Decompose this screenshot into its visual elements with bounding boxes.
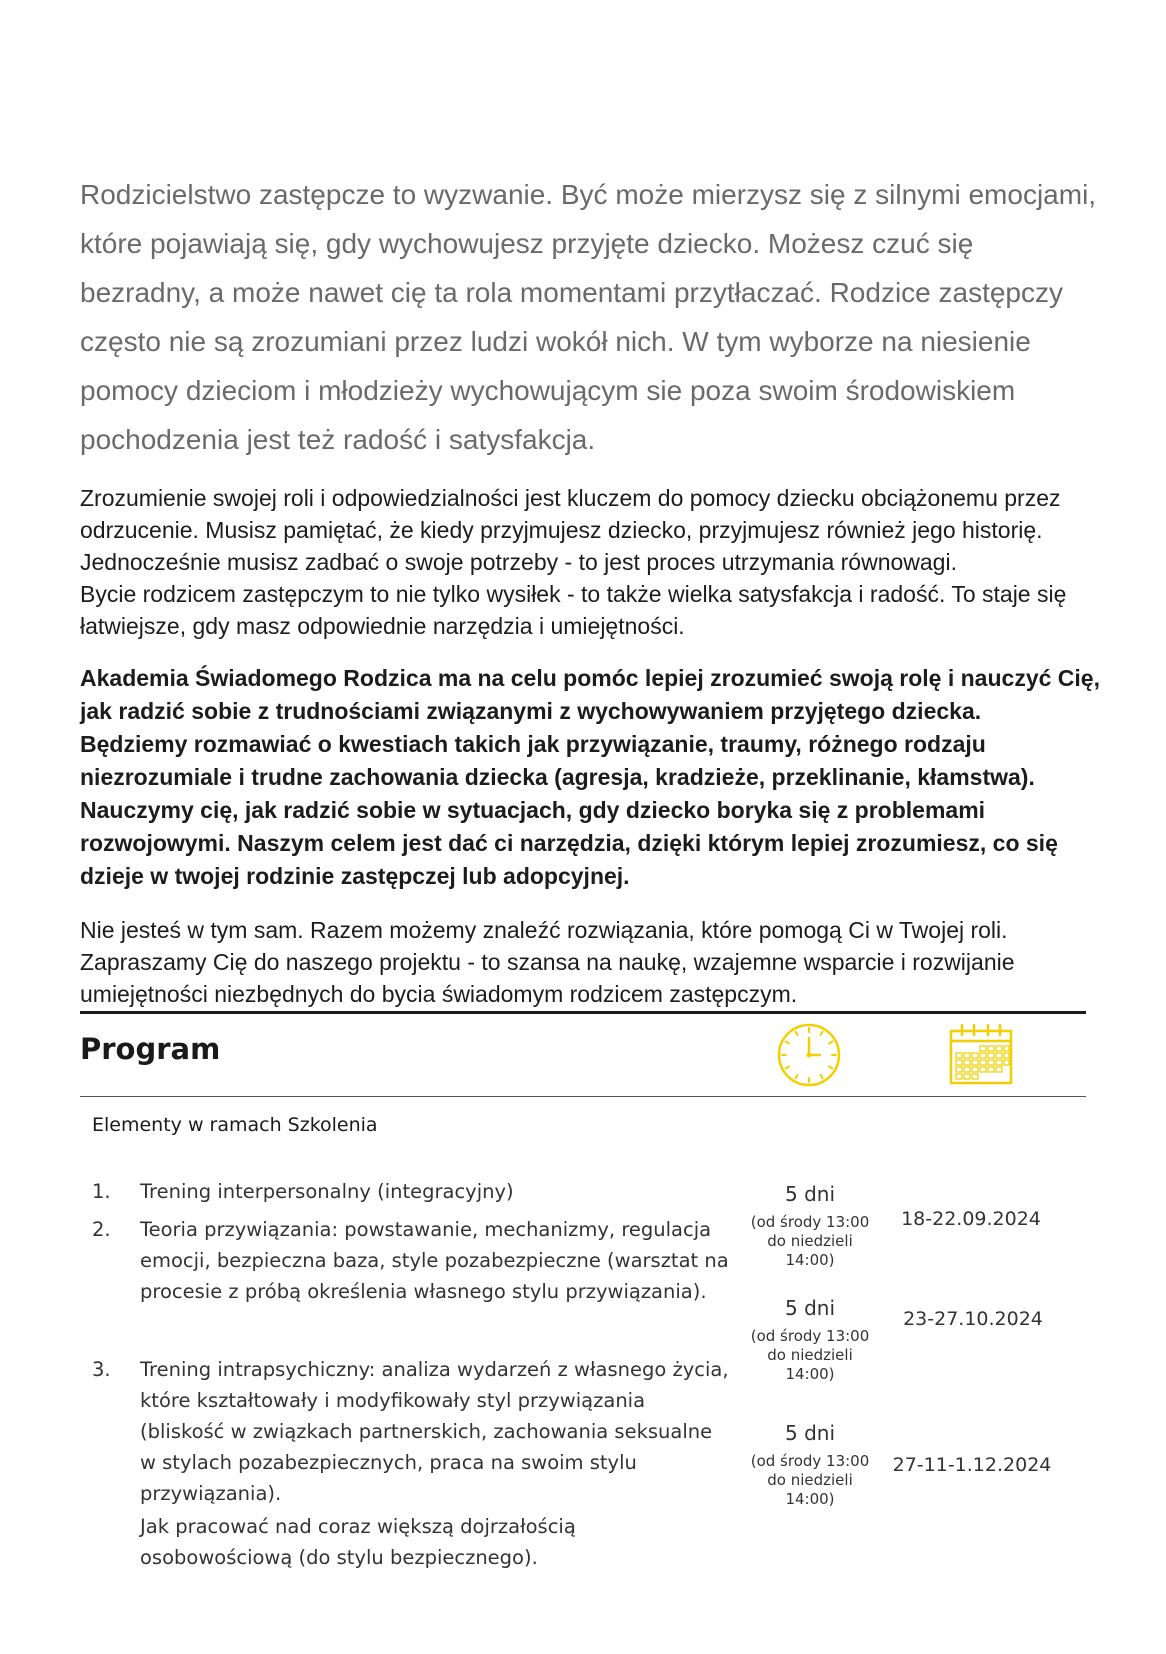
item-number: 1. — [92, 1180, 111, 1203]
invitation-paragraph: Nie jesteś w tym sam. Razem możemy znaleźć rozwiązania, które pomogą Ci w Twojej roli. Zapraszamy Cię do naszego projektu - to szansa na naukę, wzajemne wsparcie i rozwijanie umiejętności niezbędnych do bycia świadomym rodzicem zastępczym. — [80, 917, 1015, 1007]
schedule-date-2: 23-27.10.2024 — [903, 1308, 1043, 1330]
program-item-3: Trening intrapsychiczny: analiza wydarzeń z własnego życia, które kształtowały i modyfikowały styl przywiązania (bliskość w związkach partnerskich, zachowania seksualne w stylach pozabezpiecznych, praca na swoim stylu przywiązania). — [140, 1358, 729, 1505]
program-item-2: Teoria przywiązania: powstawanie, mechanizmy, regulacja emocji, bezpieczna baza, style pozabezpieczne (warsztat na procesie z próbą określenia własnego stylu przywiązania). — [140, 1218, 729, 1303]
academy-text-2: Będziemy rozmawiać o kwestiach takich jak przywiązanie, traumy, różnego rodzaju niezrozumiale i trudne zachowania dziecka (agresja, kradzieże, przeklinanie, kłamstwa). Nauczymy cię, jak radzić sobie w sytuacjach, gdy dziecko boryka się z problemami rozwojowymi. Naszym celem jest dać ci narzędzia, dzięki którym lepiej zrozumiesz, co się dzieje w twojej rodzinie zastępczej lub adopcyjnej. — [80, 731, 1058, 889]
schedule-detail: (od środy 13:00 — [750, 1213, 870, 1231]
schedule-days: 5 dni — [784, 1296, 835, 1320]
academy-text-1: Akademia Świadomego Rodzica ma na celu pomóc lepiej zrozumieć swoją rolę i nauczyć Cię, jak radzić sobie z trudnościami związanymi z wychowywaniem przyjętego dziecka. — [80, 665, 1100, 724]
program-extra-text: Jak pracować nad coraz większą dojrzałością osobowościową (do stylu bezpiecznego). — [140, 1515, 576, 1569]
schedule-detail: do niedzieli — [767, 1471, 853, 1489]
intro-text-2: Bycie rodzicem zastępczym to nie tylko wysiłek - to także wielka satysfakcja i radość. To staje się łatwiejsze, gdy masz odpowiednie narzędzia i umiejętności. — [80, 581, 1067, 639]
schedule-detail: 14:00) — [785, 1490, 835, 1508]
schedule-date-1: 18-22.09.2024 — [901, 1208, 1041, 1230]
intro-text-1: Zrozumienie swojej roli i odpowiedzialności jest kluczem do pomocy dziecku obciążonemu przez odrzucenie. Musisz pamiętać, że kiedy przyjmujesz dziecko, przyjmujesz również jego historię. Jednocześnie musisz zadbać o swoje potrzeby - to jest proces utrzymania równowagi. — [80, 485, 1061, 575]
academy-paragraph — [80, 662, 1100, 893]
section-divider-thin — [80, 1096, 1086, 1097]
lead-paragraph: Rodzicielstwo zastępcze to wyzwanie. Być może mierzysz się z silnymi emocjami, które pojawiają się, gdy wychowujesz przyjęte dziecko. Możesz czuć się bezradny, a może nawet cię ta rola momentami przytłaczać. Rodzice zastępczy często nie są zrozumiani przez ludzi wokół nich. W tym wyborze na niesienie pomocy dzieciom i młodzieży wychowującym sie poza swoim środowiskiem pochodzenia jest też radość i satysfakcja. — [80, 179, 1097, 455]
schedule-detail: (od środy 13:00 — [750, 1327, 870, 1345]
schedule-detail: do niedzieli — [767, 1346, 853, 1364]
item-number: 3. — [92, 1358, 111, 1381]
schedule-days: 5 dni — [784, 1182, 835, 1206]
intro-paragraph — [80, 482, 1100, 642]
program-item-1: Trening interpersonalny (integracyjny) — [140, 1180, 514, 1203]
item-number: 2. — [92, 1218, 111, 1241]
schedule-detail: (od środy 13:00 — [750, 1452, 870, 1470]
schedule-days: 5 dni — [784, 1421, 835, 1445]
schedule-block-1 — [735, 1181, 885, 1270]
program-title: Program — [80, 1032, 221, 1066]
schedule-block-3 — [735, 1420, 885, 1509]
schedule-date-3: 27-11-1.12.2024 — [892, 1454, 1052, 1476]
clock-icon — [776, 1022, 842, 1088]
section-label: Elementy w ramach Szkolenia — [92, 1114, 378, 1136]
schedule-block-2 — [735, 1295, 885, 1384]
section-divider-thick — [80, 1011, 1086, 1014]
schedule-detail: 14:00) — [785, 1365, 835, 1383]
calendar-icon — [948, 1022, 1014, 1086]
schedule-detail: do niedzieli — [767, 1232, 853, 1250]
schedule-detail: 14:00) — [785, 1251, 835, 1269]
